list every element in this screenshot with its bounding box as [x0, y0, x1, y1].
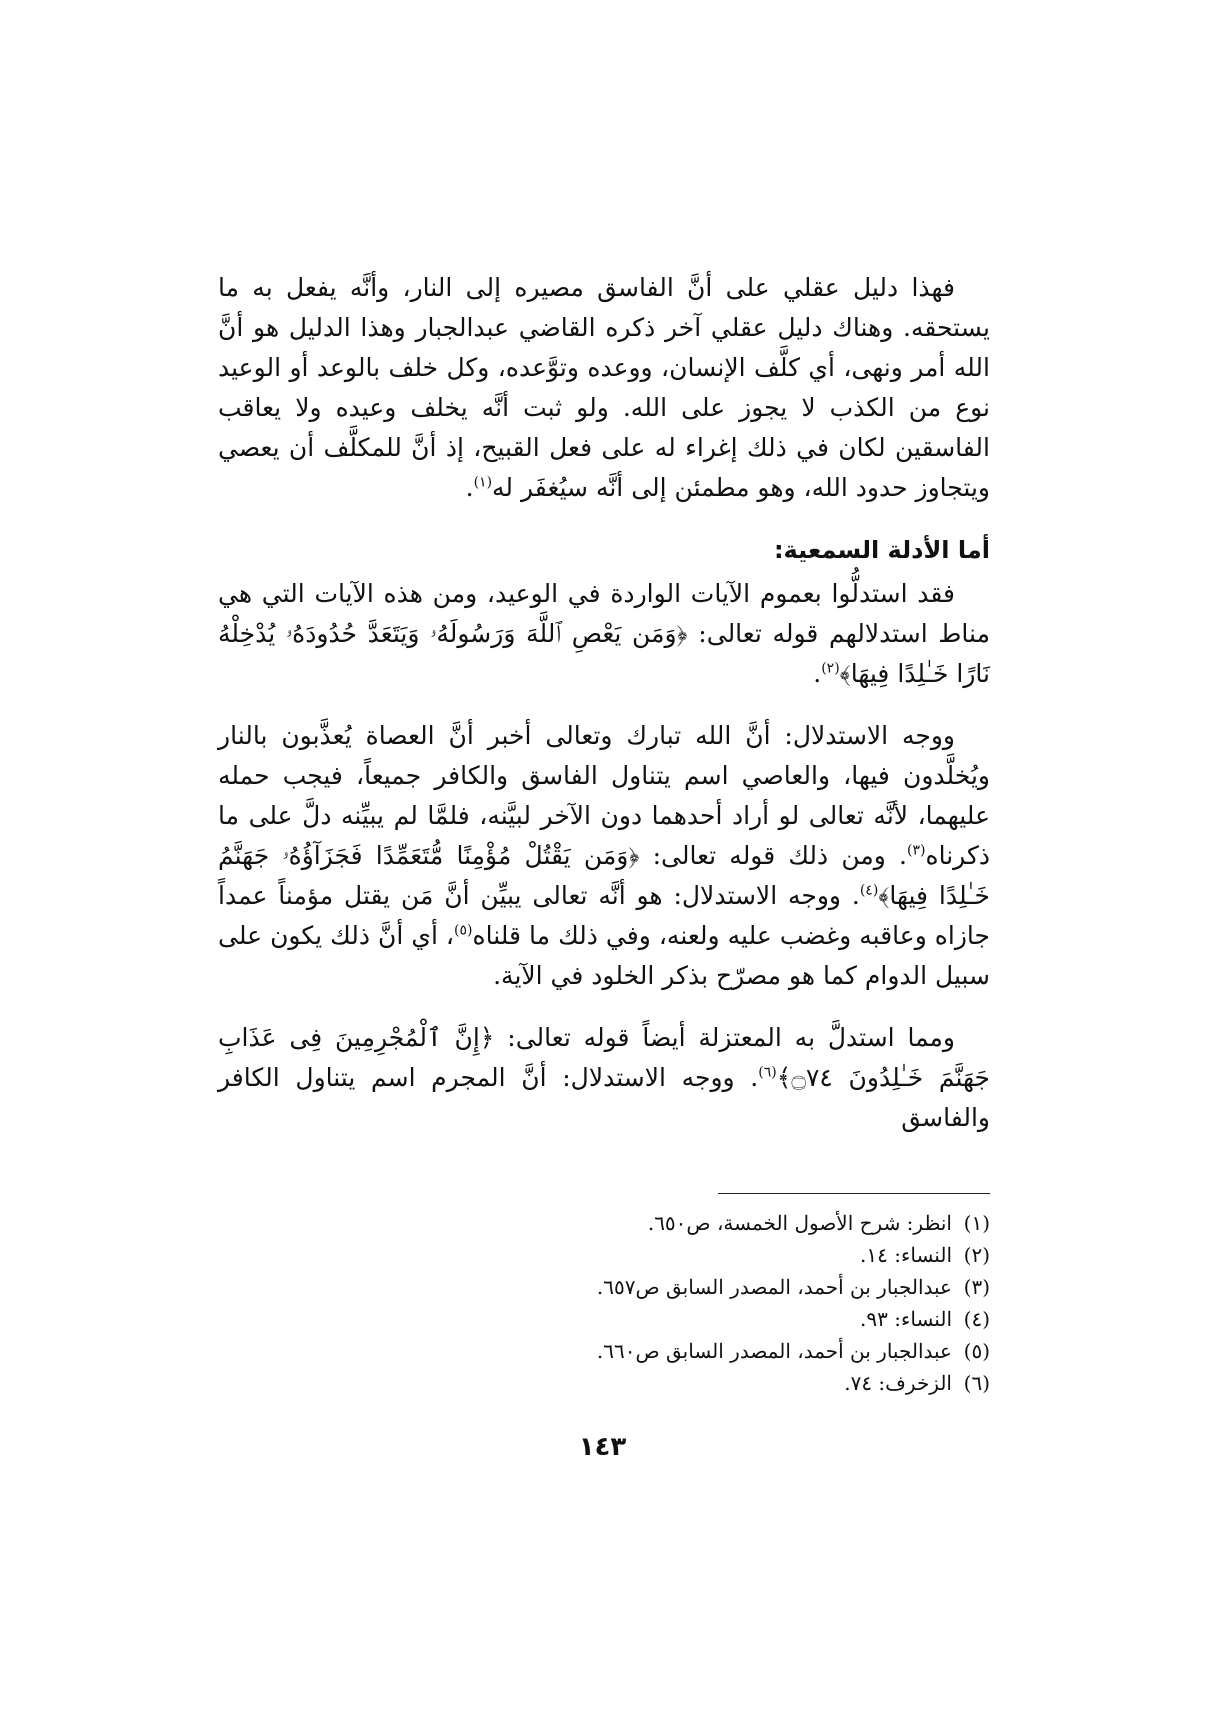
footnote-item — [218, 1271, 990, 1303]
section-heading: أما الأدلة السمعية: — [773, 536, 990, 564]
footnote-text: عبدالجبار بن أحمد، المصدر السابق ص٦٦٠. — [596, 1339, 952, 1363]
footnote-item — [218, 1367, 990, 1399]
footnote-item — [218, 1335, 990, 1367]
paragraph-3-text-a: ووجه الاستدلال: أنَّ الله تبارك وتعالى أخبر أنَّ العصاة يُعذَّبون بالنار ويُخلَّدون فيها، والعاصي اسم يتناول الفاسق والكافر جميعاً، فيجب حمله عليهما، لأنَّه تعالى لو أراد أحدهما دون الآخر لبيَّنه، فلمَّا لم يبيِّنه دلَّ على ما ذكرناه — [218, 721, 990, 870]
footnote-text: عبدالجبار بن أحمد، المصدر السابق ص٦٥٧. — [596, 1275, 952, 1299]
footnote-item — [218, 1207, 990, 1239]
quran-verse-2: ﴿وَمَن يَقْتُلْ مُؤْمِنًا مُّتَعَمِّدًا فَجَزَآؤُهُۥ جَهَنَّمُ خَـٰلِدًا فِيهَا﴾ — [218, 841, 990, 910]
paragraph-1-end: . — [465, 473, 474, 502]
paragraph-1 — [218, 268, 990, 508]
footnote-text: انظر: شرح الأصول الخمسة، ص٦٥٠. — [647, 1211, 952, 1235]
paragraph-3-text-d: ، أي أنَّ ذلك يكون على سبيل الدوام كما هو مصرّح بذكر الخلود في الآية. — [218, 921, 990, 990]
footnote-number: (١) — [963, 1211, 990, 1235]
paragraph-2-end: . — [813, 659, 822, 688]
footnotes-list — [218, 1207, 990, 1399]
footnote-text: النساء: ١٤. — [860, 1243, 952, 1267]
footnote-number: (٢) — [963, 1243, 990, 1267]
footnote-ref-3: (٣) — [907, 842, 926, 859]
footnote-number: (٤) — [963, 1307, 990, 1331]
paragraph-4-text-a: ومما استدلَّ به المعتزلة أيضاً قوله تعالى: — [494, 1023, 955, 1052]
footnote-number: (٦) — [963, 1371, 990, 1395]
page-number: ١٤٣ — [578, 1432, 627, 1462]
paragraph-3-text-b: . ومن ذلك قوله تعالى: — [639, 841, 908, 870]
quran-verse-1: ﴿وَمَن يَعْصِ ٱللَّهَ وَرَسُولَهُۥ وَيَتَعَدَّ حُدُودَهُۥ يُدْخِلْهُ نَارًا خَـٰلِدًا فِيهَا﴾ — [218, 619, 990, 688]
paragraph-3-text-c: . ووجه الاستدلال: هو أنَّه تعالى يبيِّن أنَّ مَن يقتل مؤمناً عمداً جازاه وعاقبه وغضب عليه ولعنه، وفي ذلك ما قلناه — [218, 881, 990, 950]
footnote-ref-5: (٥) — [454, 922, 473, 939]
footnote-item — [218, 1239, 990, 1271]
paragraph-4-text-b: . ووجه الاستدلال: أنَّ المجرم اسم يتناول الكافر والفاسق — [218, 1063, 990, 1132]
footnote-number: (٥) — [963, 1339, 990, 1363]
paragraph-2-text: فقد استدلُّوا بعموم الآيات الواردة في الوعيد، ومن هذه الآيات التي هي مناط استدلالهم قوله تعالى: — [218, 579, 990, 648]
page-body — [218, 268, 990, 1138]
footnote-separator — [718, 1193, 990, 1194]
paragraph-4 — [218, 1018, 990, 1138]
paragraph-3 — [218, 716, 990, 996]
footnote-ref-4: (٤) — [859, 882, 879, 899]
footnote-text: النساء: ٩٣. — [860, 1307, 952, 1331]
footnote-text: الزخرف: ٧٤. — [844, 1371, 952, 1395]
footnote-number: (٣) — [963, 1275, 990, 1299]
footnote-ref-6: (٦) — [758, 1064, 777, 1081]
quran-verse-3: ﴿إِنَّ ٱلْمُجْرِمِينَ فِى عَذَابِ جَهَنَّمَ خَـٰلِدُونَ ۝٧٤﴾ — [218, 1023, 990, 1092]
footnote-ref-2: (٢) — [821, 660, 840, 677]
paragraph-2 — [218, 574, 990, 694]
paragraph-1-text: فهذا دليل عقلي على أنَّ الفاسق مصيره إلى النار، وأنَّه يفعل به ما يستحقه. وهناك دليل عقلي آخر ذكره القاضي عبدالجبار وهذا الدليل هو أنَّ الله أمر ونهى، أي كلَّف الإنسان، ووعده وتوَّعده، وكل خلف بالوعد أو الوعيد نوع من الكذب لا يجوز على الله. ولو ثبت أنَّه يخلف وعيده ولا يعاقب الفاسقين لكان في ذلك إغراء له على فعل القبيح، إذ أنَّ للمكلَّف أن يعصي ويتجاوز حدود الله، وهو مطمئن إلى أنَّه سيُغفَر له — [218, 273, 990, 502]
footnote-item — [218, 1303, 990, 1335]
footnote-ref-1: (١) — [473, 474, 493, 491]
